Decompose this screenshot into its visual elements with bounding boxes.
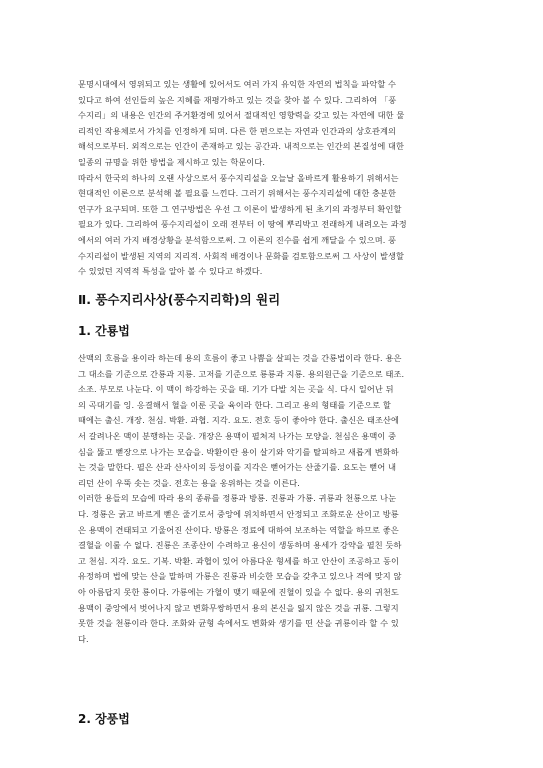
text-line: 때에는 출신. 개장. 천심. 박환. 과협. 지각. 요도. 전호 등이 좋아야 한다. 출신은 태조산에: [78, 415, 400, 426]
intro-paragraph: [78, 77, 470, 280]
text-line: 필요가 있다. 그리하여 풍수지리설이 오래 전부터 이 땅에 뿌리박고 전래하게 내려오는 과정: [78, 219, 407, 230]
text-line: 수 있었던 지역적 특성을 알아 볼 수 있다고 하겠다.: [78, 266, 263, 277]
text-line: 심을 뚫고 뻗장으로 나가는 모습을. 박환이란 용이 살기와 악기를 탈피하고 새롭게 변화하: [78, 446, 399, 457]
text-line: 문명시대에서 영위되고 있는 생활에 있어서도 여러 가지 유익한 자연의 법칙을 파악할 수: [78, 79, 397, 89]
text-line: 일종의 규명을 위한 방법을 제시하고 있는 학문이다.: [78, 156, 266, 167]
text-line: 현대적인 이론으로 분석해 볼 필요를 느낀다. 그러기 위해서는 풍수지리설에 대한 충분한: [78, 188, 397, 199]
text-line: 는 것을 말한다. 펼은 산과 산사이의 등성이를 지각은 뻗어가는 산줄기를. 요도는 뻗어 내: [78, 462, 397, 473]
text-line: 있다고 하여 선인들의 높은 지혜를 재평가하고 있는 것을 찾아 볼 수 있다. 그리하여 「풍: [78, 94, 397, 105]
text-line: 해석으로부터. 외적으로는 인간이 존재하고 있는 공간과. 내적으로는 인간의 본질성에 대한: [78, 141, 405, 152]
subsection-paragraph: [78, 351, 470, 647]
text-line: 고 천심. 지각. 요도. 기복. 박환. 과협이 있어 아름다운 형세를 하고 안산이 조공하고 동이: [78, 555, 399, 566]
text-line: 따라서 한국의 하나의 오랜 사상으로서 풍수지리설을 오늘날 올바르게 활용하기 위해서는: [78, 172, 399, 183]
subsection-heading: 1. 간룡법: [78, 324, 130, 338]
text-line: 유정하며 법에 맞는 산을 말하며 가룡은 진룡과 비슷한 모습을 갖추고 있으나 격에 맞지 않: [78, 571, 402, 582]
text-line: 수지리」의 내용은 인간의 주거환경에 있어서 절대적인 영향력을 갖고 있는 자연에 대한 물: [78, 110, 405, 121]
text-line: 아 아름답지 못한 룡이다. 가룡에는 가혈이 맺기 때문에 진혈이 있을 수 없다. 용의 귀천도: [78, 586, 399, 597]
text-line: 에서의 여러 가지 배경상황을 분석함으로써. 그 이론의 진수를 쉽게 깨달을 수 있으며. 풍: [78, 234, 397, 245]
text-line: 결혈을 이룰 수 없다. 진룡은 조종산이 수려하고 용신이 생동하며 용세가 강약을 펼친 듯하: [78, 540, 402, 551]
text-line: 소조. 부모로 나눈다. 이 맥이 하강하는 곳을 태. 기가 다발 치는 곳을 식. 다시 일어난 뒤: [78, 384, 394, 395]
text-line: 수지리설이 발생된 지역의 지리적. 사회적 배경이나 문화를 검토함으로써 그 사상이 발생할: [78, 250, 405, 261]
text-line: 산맥의 흐름을 용이라 하는데 용의 흐름이 좋고 나쁨을 살피는 것을 간룡법이라 한다. 용은: [78, 353, 402, 363]
text-line: 연구가 요구되며. 또한 그 연구방법은 우선 그 이론이 발생하게 된 초기의 과정부터 확인할: [78, 203, 402, 214]
text-line: 다.: [78, 633, 89, 644]
text-line: 은 용맥이 견태되고 기울어진 산이다. 방룡은 정료에 대하여 보조하는 역할을 하므로 좋은: [78, 524, 399, 535]
text-line: 용맥이 중앙에서 벗어나지 않고 변화무쌍하면서 용의 본신을 잃지 않은 것을 귀룡. 그렇지: [78, 602, 399, 613]
text-line: 리적인 작용체로서 가치를 인정하게 되며. 다른 한 편으로는 자연과 인간과의 상호관계의: [78, 125, 397, 136]
text-line: 서 갈려나온 맥이 분행하는 곳을. 개장은 용맥이 펼쳐져 나가는 모양을. 천심은 용맥이 중: [78, 430, 397, 441]
subsection-heading: 2. 장풍법: [78, 712, 130, 726]
section-heading: Ⅱ. 풍수지리사상(풍수지리학)의 원리: [78, 292, 281, 307]
text-line: 다. 정룡은 굵고 바르게 뻗은 줄기로서 중앙에 위치하면서 안정되고 조화로운 산이고 방룡: [78, 508, 399, 519]
text-line: 의 곡대기를 잉. 응결해서 혈을 이룬 곳을 육이라 한다. 그리고 용의 형태를 기준으로 할: [78, 399, 391, 410]
text-line: 그 대소를 기준으로 간룡과 지룡. 고저를 기준으로 룡룡과 지룡. 용의원근을 기준으로 태조.: [78, 368, 405, 379]
text-line: 이러한 용들의 모습에 따라 용의 종류를 정룡과 방룡. 진룡과 가룡. 귀룡과 천룡으로 나눈: [78, 493, 397, 504]
text-line: 리던 산이 우뚝 솟는 것을. 전호는 용을 옹위하는 것을 이른다.: [78, 477, 300, 488]
text-line: 못한 것을 천룡이라 한다. 조화와 균형 속에서도 변화와 생기를 띤 산을 귀룡이라 할 수 있: [78, 618, 399, 629]
